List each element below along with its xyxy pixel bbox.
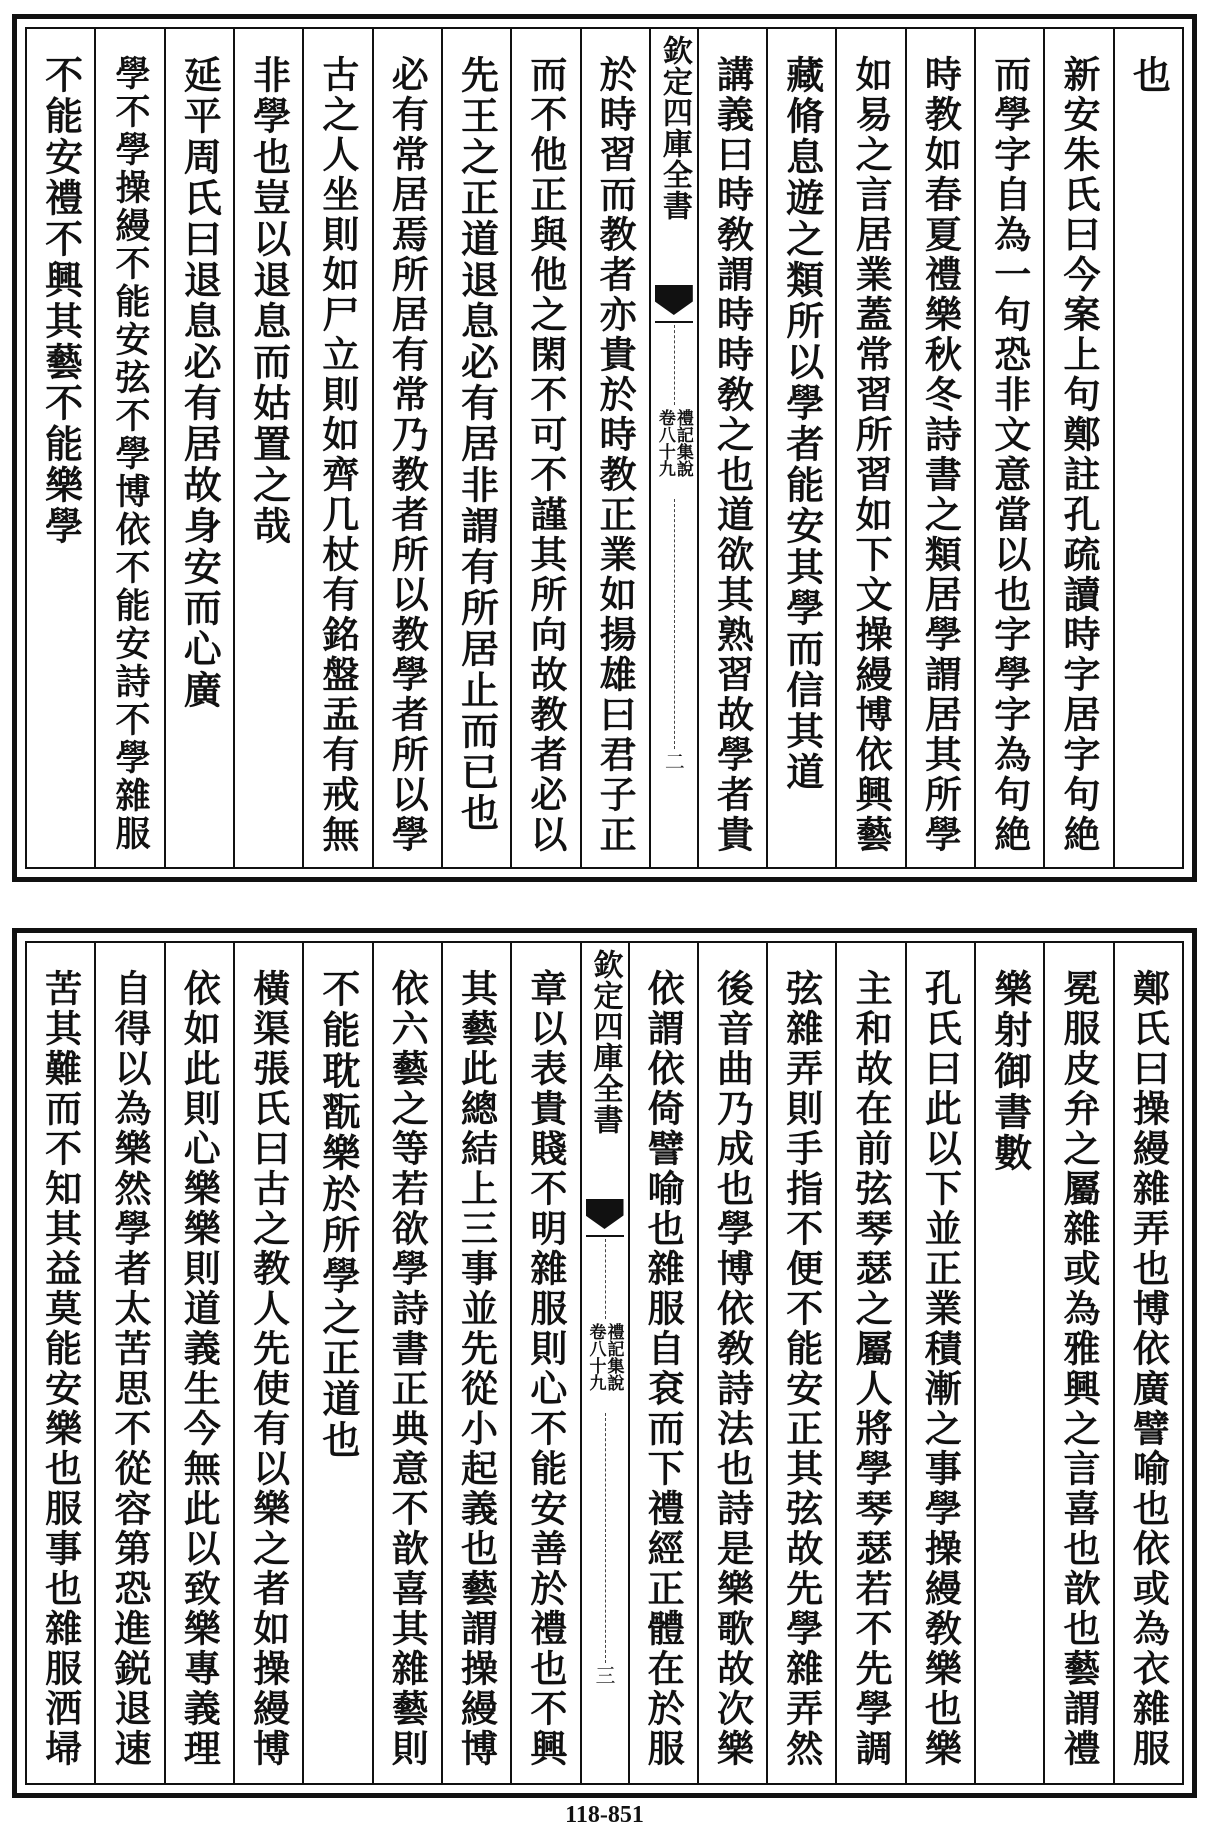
column-text: 於時習而教者亦貴於時教正業如揚雄曰君子正 [593,55,638,855]
column-text: 而不他正與他之閑不可不謹其所向故教者必以 [523,55,568,855]
column-text: 橫渠張氏曰古之教人先使有以樂之者如操縵博 [246,969,291,1769]
column-text: 時教如春夏禮樂秋冬詩書之類居學謂居其所學 [918,55,963,855]
text-column [94,943,163,1783]
text-column [94,29,163,867]
column-text: 也 [1126,55,1172,96]
text-column [27,29,94,867]
column-text: 冕服皮弁之屬雜或為雅興之言喜也歆也藝謂禮 [1057,969,1102,1769]
top-page-frame [25,27,1184,869]
top-page-columns [27,29,1182,867]
column-text: 苦其難而不知其益莫能安樂也服事也雜服洒埽 [38,969,83,1769]
top-page [12,14,1197,882]
center-fold-column [649,29,697,867]
column-text: 先王之正道退息必有居非謂有所居止而已也 [454,55,500,834]
book-title: 禮記集說 [603,1323,624,1391]
center-dashed-line [674,499,675,749]
text-column [905,29,974,867]
text-column [441,943,510,1783]
text-column [372,943,441,1783]
text-column [628,943,697,1783]
center-fold-column [580,943,628,1783]
text-column [510,29,579,867]
text-column [766,29,835,867]
column-text: 古之人坐則如尸立則如齊几杖有銘盤盂有戒無 [315,55,360,855]
column-text: 主和故在前弦琴瑟之屬人將學琴瑟若不先學調 [849,969,894,1769]
text-column [164,29,233,867]
column-text: 鄭氏曰操縵雜弄也博依廣譬喻也依或為衣雜服 [1126,969,1171,1769]
text-column [697,29,766,867]
text-column [1043,943,1112,1783]
column-text: 如易之言居業蓋常習所習如下文操縵博依興藝 [849,55,894,855]
fish-tail-ornament [655,285,693,315]
text-column [974,29,1043,867]
text-column [835,29,904,867]
text-column [580,29,649,867]
column-text: 藏脩息遊之類所以學者能安其學而信其道 [779,55,825,793]
text-column [233,29,302,867]
text-column [1113,29,1182,867]
text-column [1113,943,1182,1783]
text-column [766,943,835,1783]
collection-title: 欽定四庫全書 [656,35,692,221]
text-column [372,29,441,867]
column-text: 延平周氏曰退息必有居故身安而心廣 [177,55,223,711]
leaf-page-number: 三 [592,1665,616,1685]
column-text: 其藝此總結上三事並先從小起義也藝謂操縵博 [454,969,499,1769]
column-text: 不能耽翫樂於所學之正道也 [315,969,361,1461]
text-column [302,29,371,867]
volume-label: 卷八十九 [654,409,675,477]
column-text: 非學也豈以退息而姑置之哉 [246,55,292,547]
column-text: 弦雜弄則手指不便不能安正其弦故先學雜弄然 [779,969,824,1769]
column-text: 學不學操縵不能安弦不學博依不能安詩不學雜服 [109,55,151,853]
text-column [974,943,1043,1783]
collection-title: 欽定四庫全書 [587,949,623,1135]
text-column [164,943,233,1783]
column-text: 自得以為樂然學者太苦思不從容第恐進鋭退速 [107,969,152,1769]
column-text: 而學字自為一句恐非文意當以也字學字為句絶 [987,55,1032,855]
volume-label: 卷八十九 [585,1323,606,1391]
text-column [27,943,94,1783]
text-column [510,943,579,1783]
bottom-page-columns [27,943,1182,1783]
center-dashed-line [605,1413,606,1663]
text-column [697,943,766,1783]
page-code: 118-851 [565,1802,644,1828]
column-text: 不能安禮不興其藝不能樂學 [38,55,84,547]
column-text: 樂射御書數 [987,969,1033,1174]
column-text: 依六藝之等若欲學詩書正典意不歆喜其雜藝則 [385,969,430,1769]
text-column [905,943,974,1783]
center-dashed-line [674,325,675,405]
text-column [233,943,302,1783]
column-text: 依如此則心樂樂則道義生今無此以致樂專義理 [177,969,222,1769]
column-text: 後音曲乃成也學博依敎詩法也詩是樂歌故次樂 [710,969,755,1769]
book-title: 禮記集說 [672,409,693,477]
column-text: 必有常居焉所居有常乃教者所以教學者所以學 [385,55,430,855]
text-column [1043,29,1112,867]
leaf-page-number: 二 [661,751,686,771]
text-column [835,943,904,1783]
fish-tail-ornament [586,1199,624,1229]
bottom-page-frame [25,941,1184,1785]
column-text: 講義曰時敎謂時時敎之也道欲其熟習故學者貴 [710,55,755,855]
column-text: 新安朱氏曰今案上句鄭註孔疏讀時字居字句絶 [1057,55,1102,855]
bottom-page [12,928,1197,1798]
text-column [302,943,371,1783]
column-text: 孔氏曰此以下並正業積漸之事學操縵敎樂也樂 [918,969,963,1769]
column-text: 依謂依倚譬喻也雜服自袞而下禮經正體在於服 [641,969,686,1769]
center-dashed-line [605,1239,606,1319]
text-column [441,29,510,867]
column-text: 章以表貴賤不明雜服則心不能安善於禮也不興 [523,969,568,1769]
